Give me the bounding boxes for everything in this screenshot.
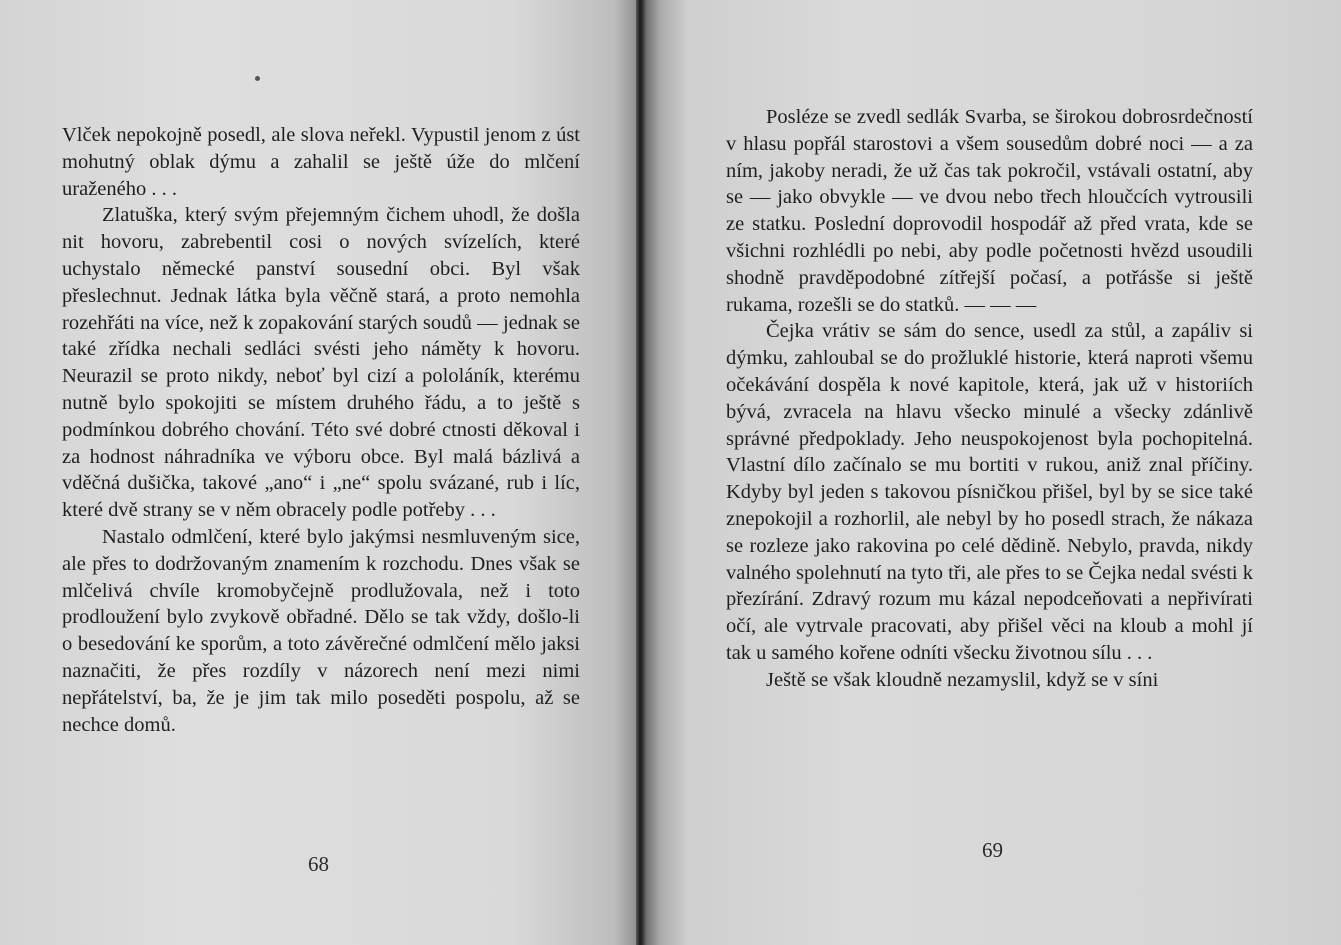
right-page — [646, 0, 1341, 945]
book-spine — [636, 0, 646, 945]
page-number-left: 68 — [308, 852, 329, 876]
left-page — [0, 0, 640, 945]
right-page-text — [726, 104, 1253, 694]
paragraph: Nastalo odmlčení, které bylo jakýmsi nesmluveným sice, ale přes to dodržovaným znamením k rozchodu. Dnes však se mlčelivá chvíle kromobyčejně prodlužovala, než i toto prodloužení bylo zvykově obřadné. Dělo se tak vždy, došlo-li o besedování ke sporům, a toto závěrečné odmlčení mělo jaksi naznačiti, že přes rozdíly v názorech není mezi nimi nepřátelství, ba, že je jim tak milo poseděti pospolu, až se nechce domů. — [62, 525, 580, 736]
paragraph: Posléze se zvedl sedlák Svarba, se širokou dobrosrdečností v hlasu popřál starostovi a všem sousedům dobré noci — a za ním, jakoby neradi, že už čas tak pokročil, vstávali ostatní, aby se — jako obvykle — ve dvou nebo třech hloučcích vytrousili ze statku. Poslední doprovodil hospodář až před vrata, kde se všichni rozhlédli po nebi, aby podle početnosti hvězd usoudili shodně pravděpodobné zítřejší počasí, a potřásše si ještě rukama, rozešli se do statků. — — — — [726, 106, 1253, 316]
paragraph: Ještě se však kloudně nezamyslil, když se v síni — [766, 668, 1159, 691]
paragraph: Vlček nepokojně posedl, ale slova neřekl. Vypustil jenom z úst mohutný oblak dýmu a zahalil se ještě úže do mlčení uraženého . . . — [62, 124, 580, 200]
left-page-text — [62, 122, 580, 738]
paragraph: Zlatuška, který svým přejemným čichem uhodl, že došla nit hovoru, zabrebentil cosi o nových svízelích, které uchystalo německé panství sousední obci. Byl však přeslechnut. Jednak látka byla věčně stará, a proto nemohla rozehřáti na více, než k zopakování starých soudů — jednak se také zřídka nechali sedláci svésti jeho náměty k hovoru. Neurazil se proto nikdy, neboť byl cizí a pololáník, kterému nutně bylo spokojiti se místem druhého řádu, a to ještě s podmínkou dobrého chování. Této své dobré ctnosti děkoval i za hodnost náhradníka ve výboru obce. Byl malá bázlivá a vděčná dušička, takové „ano“ i „ne“ spolu svázané, rub i líc, které dvě strany se v něm obracely podle potřeby . . . — [62, 204, 580, 522]
page-number-right: 69 — [982, 838, 1003, 862]
ink-speck — [255, 76, 260, 81]
paragraph: Čejka vrátiv se sám do sence, usedl za stůl, a zapáliv si dýmku, zahloubal se do prožluklé historie, která naproti všemu očekávání dospěla k nové kapitole, která, jak už v historiích bývá, zvracela na hlavu všecko minulé a všecky zdánlivě správné předpoklady. Jeho neuspokojenost byla pochopitelná. Vlastní dílo začínalo se mu bortiti v rukou, aniž znal příčiny. Kdyby byl jeden s takovou písničkou přišel, byl by se sice také znepokojil a rozhorlil, ale nebyl by ho posedl strach, že nákaza se rozleze jako rakovina po celé dědině. Nebylo, pravda, nikdy valného spolehnutí na tyto tři, ale přes to se Čejka nedal svésti k přezírání. Zdravý rozum mu kázal nepodceňovati a nepřivírati očí, ale vytrvale pracovati, aby přišel věci na kloub a mohl jí tak u samého kořene odníti všecku životnou sílu . . . — [726, 320, 1253, 664]
